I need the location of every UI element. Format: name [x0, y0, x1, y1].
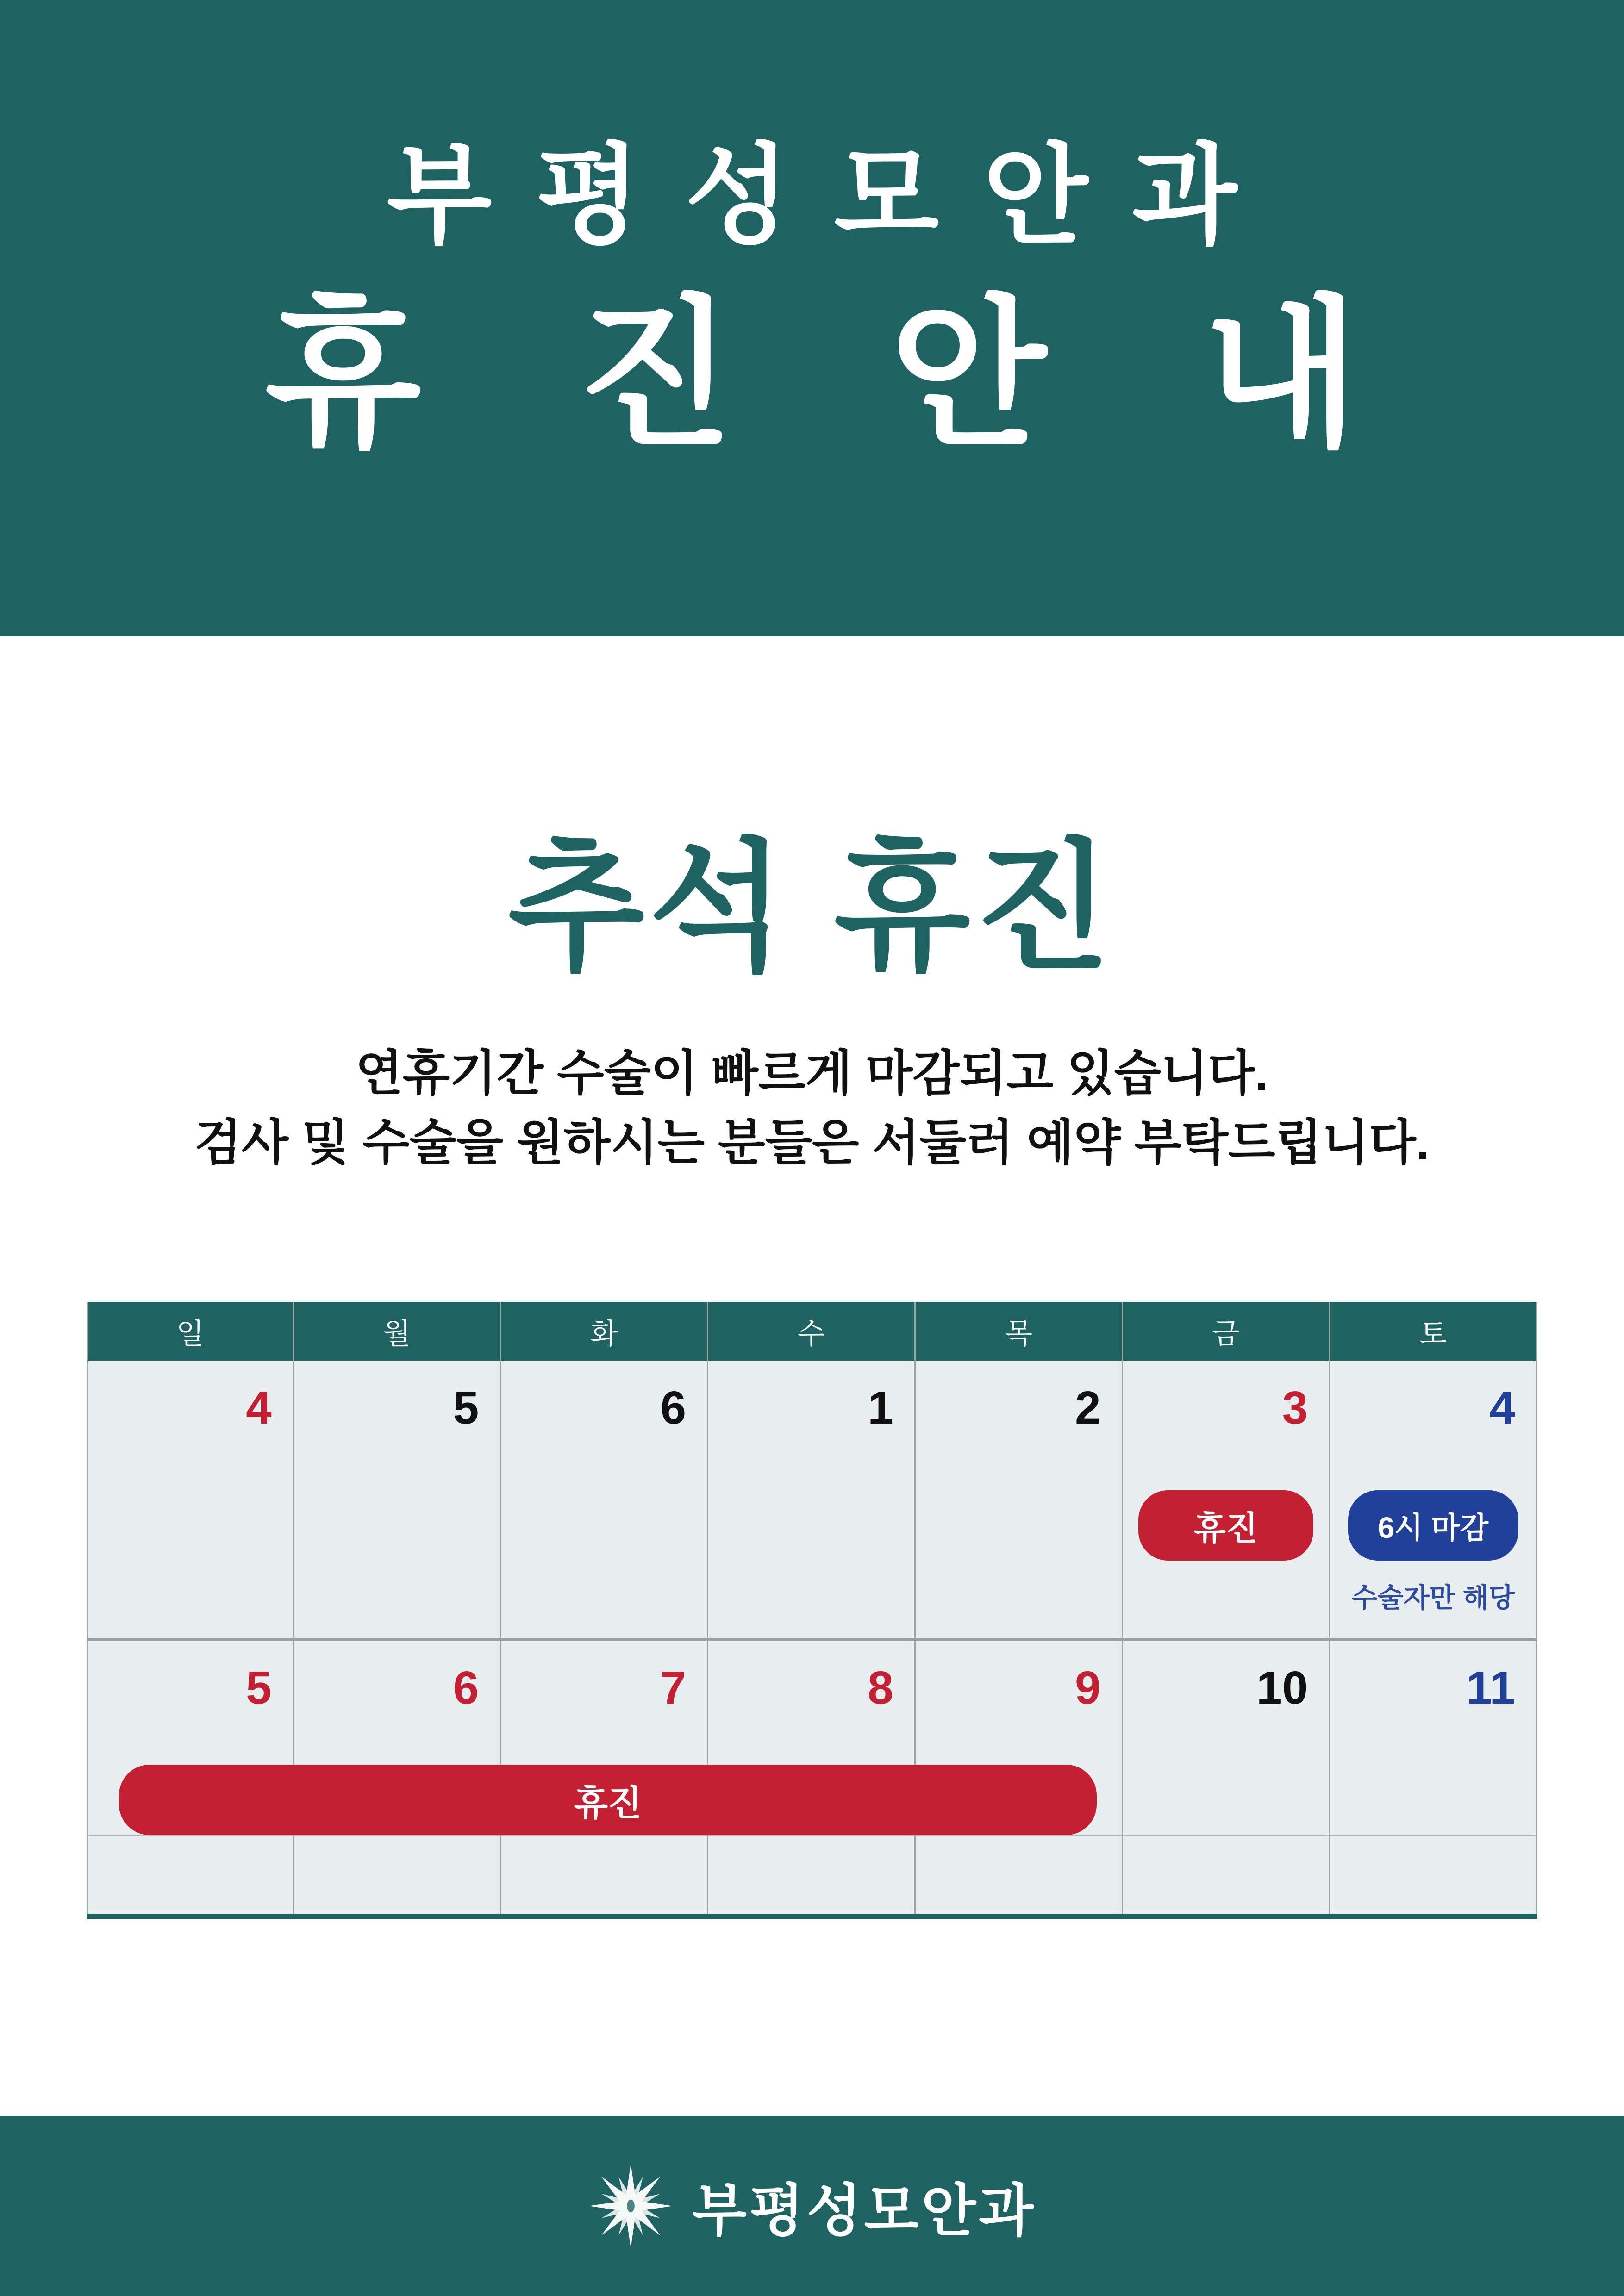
date-number: 6 — [453, 1662, 479, 1714]
calendar-empty-row — [87, 1836, 1537, 1914]
day-header-sun: 일 — [87, 1302, 294, 1361]
date-cell — [916, 1361, 1123, 1641]
date-cell — [1123, 1361, 1330, 1641]
notice-title: 추석 휴진 — [508, 828, 1116, 986]
day-header-fri: 금 — [1123, 1302, 1330, 1361]
date-cell — [1330, 1361, 1537, 1641]
calendar-bottom-bar — [87, 1914, 1537, 1919]
closing-time-badge: 6시 마감 — [1348, 1490, 1518, 1561]
calendar-week-1 — [87, 1361, 1537, 1641]
date-number: 7 — [660, 1662, 687, 1714]
notice-line-2: 검사 및 수술을 원하시는 분들은 서둘러 예약 부탁드립니다. — [194, 1116, 1430, 1170]
day-header-wed: 수 — [708, 1302, 916, 1361]
date-number: 3 — [1282, 1382, 1308, 1434]
day-header-sat: 토 — [1330, 1302, 1537, 1361]
date-cell — [294, 1361, 501, 1641]
date-number: 4 — [246, 1382, 272, 1434]
date-number: 1 — [868, 1382, 893, 1434]
date-cell — [501, 1361, 708, 1641]
empty-cell — [916, 1836, 1123, 1914]
empty-cell — [294, 1836, 501, 1914]
notice-subtitle — [0, 1039, 1624, 1178]
date-number: 9 — [1074, 1662, 1101, 1714]
date-number: 6 — [660, 1382, 687, 1434]
empty-cell — [501, 1836, 708, 1914]
footer-band — [0, 2116, 1624, 2296]
date-number: 5 — [246, 1662, 272, 1714]
date-cell — [1330, 1641, 1537, 1836]
clinic-name-heading: 부평성모안과 — [387, 135, 1281, 256]
empty-cell — [708, 1836, 916, 1914]
date-cell — [708, 1361, 916, 1641]
date-number: 10 — [1256, 1662, 1308, 1714]
footer-clinic-name: 부평성모안과 — [692, 2179, 1037, 2242]
header-band — [0, 0, 1624, 636]
day-header-mon: 월 — [294, 1302, 501, 1361]
calendar-header-row — [87, 1302, 1537, 1361]
notice-line-1: 연휴기간 수술이 빠르게 마감되고 있습니다. — [356, 1046, 1268, 1101]
closed-badge: 휴진 — [1138, 1490, 1313, 1561]
empty-cell — [87, 1836, 294, 1914]
date-number: 5 — [453, 1382, 479, 1434]
surgery-only-note: 수술자만 해당 — [1351, 1583, 1515, 1613]
date-cell — [1123, 1641, 1330, 1836]
day-header-thu: 목 — [916, 1302, 1123, 1361]
date-number: 2 — [1074, 1382, 1101, 1434]
calendar-table — [87, 1302, 1537, 1919]
empty-cell — [1330, 1836, 1537, 1914]
badge-container — [1123, 1490, 1329, 1561]
starburst-flower-icon — [588, 2163, 674, 2249]
closed-span-badge: 휴진 — [119, 1765, 1097, 1835]
date-number: 4 — [1489, 1382, 1515, 1434]
poster-title: 휴 진 안 내 — [264, 284, 1415, 465]
badge-container — [1330, 1490, 1536, 1561]
date-number: 11 — [1466, 1662, 1515, 1714]
date-cell — [87, 1361, 294, 1641]
date-number: 8 — [868, 1662, 893, 1714]
day-header-tue: 화 — [501, 1302, 708, 1361]
empty-cell — [1123, 1836, 1330, 1914]
